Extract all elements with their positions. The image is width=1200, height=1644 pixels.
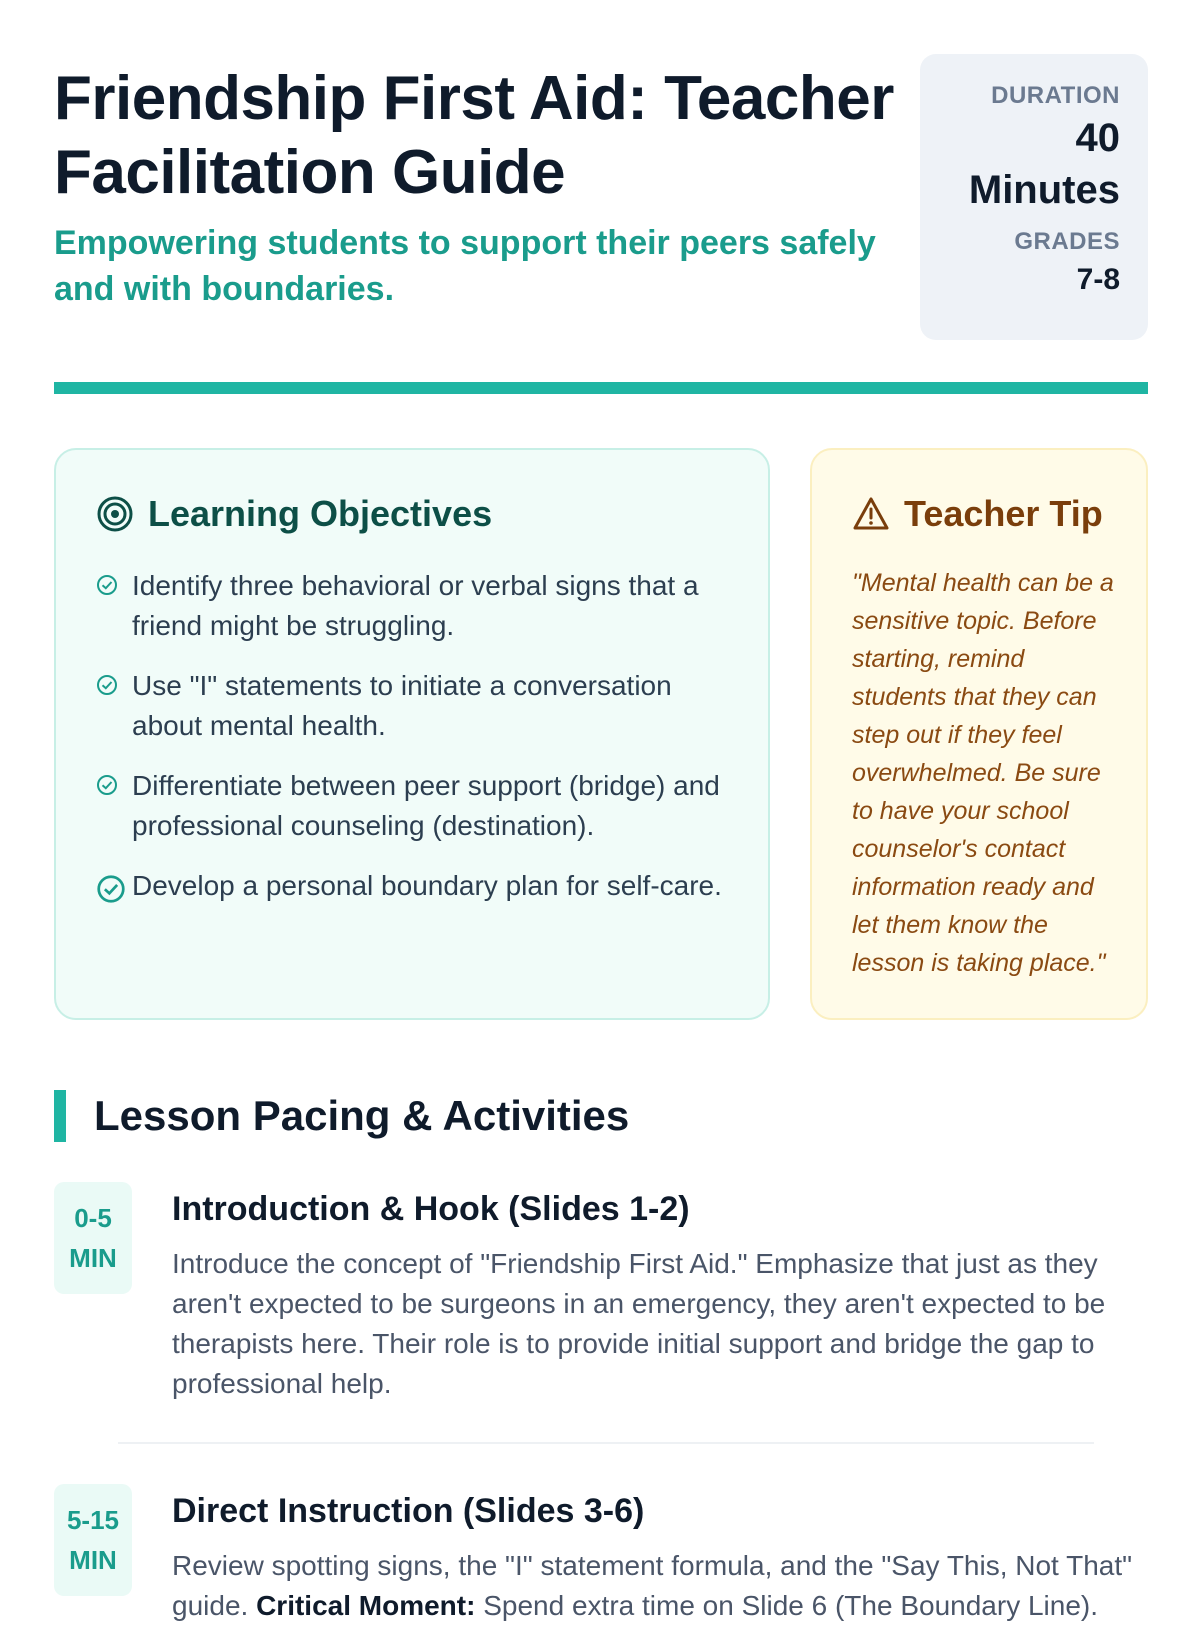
check-circle-icon bbox=[96, 574, 118, 596]
objectives-title: Learning Objectives bbox=[148, 493, 493, 534]
grades-value: 7-8 bbox=[1076, 263, 1120, 296]
activity-description-start: Review spotting signs, the "I" statement formula, and the "Say This, Not That" guide. bbox=[172, 1550, 1133, 1621]
page-subtitle: Empowering students to support their peers safely and with boundaries. bbox=[54, 224, 876, 308]
list-item bbox=[96, 566, 728, 646]
lesson-meta-card bbox=[920, 54, 1148, 340]
activity-body bbox=[172, 1484, 1148, 1626]
pacing-title: Lesson Pacing & Activities bbox=[94, 1092, 630, 1139]
check-circle-icon bbox=[96, 774, 118, 796]
time-badge: 5-15 MIN bbox=[54, 1484, 132, 1596]
activity-description bbox=[172, 1546, 1148, 1626]
tip-title: Teacher Tip bbox=[904, 493, 1103, 534]
objective-text: Identify three behavioral or verbal signs that a friend might be struggling. bbox=[132, 570, 699, 641]
duration-label: DURATION bbox=[991, 82, 1120, 109]
activity-description-end: Spend extra time on Slide 6 (The Boundary Line). bbox=[483, 1590, 1099, 1621]
section-accent-bar bbox=[54, 1090, 66, 1142]
critical-moment-label: Critical Moment: bbox=[256, 1590, 476, 1621]
duration-value: 40 Minutes bbox=[968, 116, 1120, 212]
time-badge: 0-5 MIN bbox=[54, 1182, 132, 1294]
header-divider bbox=[54, 382, 1148, 394]
warning-icon bbox=[852, 496, 890, 532]
activity-title: Introduction & Hook (Slides 1-2) bbox=[172, 1190, 690, 1228]
objective-text: Differentiate between peer support (bridge) and professional counseling (destination). bbox=[132, 770, 720, 841]
pacing-section-heading bbox=[54, 1090, 629, 1142]
grades-label: GRADES bbox=[1014, 228, 1120, 255]
tip-heading bbox=[852, 492, 1120, 536]
activity-body bbox=[172, 1182, 1148, 1404]
activity-title: Direct Instruction (Slides 3-6) bbox=[172, 1492, 645, 1530]
check-circle-icon bbox=[96, 874, 126, 904]
check-circle-icon bbox=[96, 674, 118, 696]
activity-divider bbox=[118, 1442, 1094, 1444]
target-icon bbox=[96, 495, 134, 533]
activity-row bbox=[54, 1182, 1148, 1422]
teacher-tip-card bbox=[810, 448, 1148, 1020]
activity-description: Introduce the concept of "Friendship First Aid." Emphasize that just as they aren't expected to be surgeons in an emergency, they aren't expected to be therapists here. Their role is to provide initial support and bridge the gap to professional help. bbox=[172, 1248, 1106, 1399]
objectives-heading bbox=[96, 492, 728, 536]
objectives-list bbox=[96, 566, 728, 909]
list-item bbox=[96, 666, 728, 746]
page-header bbox=[54, 54, 1148, 344]
learning-objectives-card bbox=[54, 448, 770, 1020]
list-item bbox=[96, 766, 728, 846]
list-item bbox=[96, 866, 728, 909]
tip-text: "Mental health can be a sensitive topic. Before starting, remind students that they can step out if they feel overwhelmed. Be sure to have your school counselor's contact information ready and let them know the lesson is taking place." bbox=[852, 569, 1114, 977]
objective-text: Develop a personal boundary plan for self-care. bbox=[132, 870, 722, 901]
objective-text: Use "I" statements to initiate a conversation about mental health. bbox=[132, 670, 672, 741]
page-title: Friendship First Aid: Teacher Facilitation Guide bbox=[54, 64, 894, 207]
activity-row bbox=[54, 1484, 1148, 1644]
